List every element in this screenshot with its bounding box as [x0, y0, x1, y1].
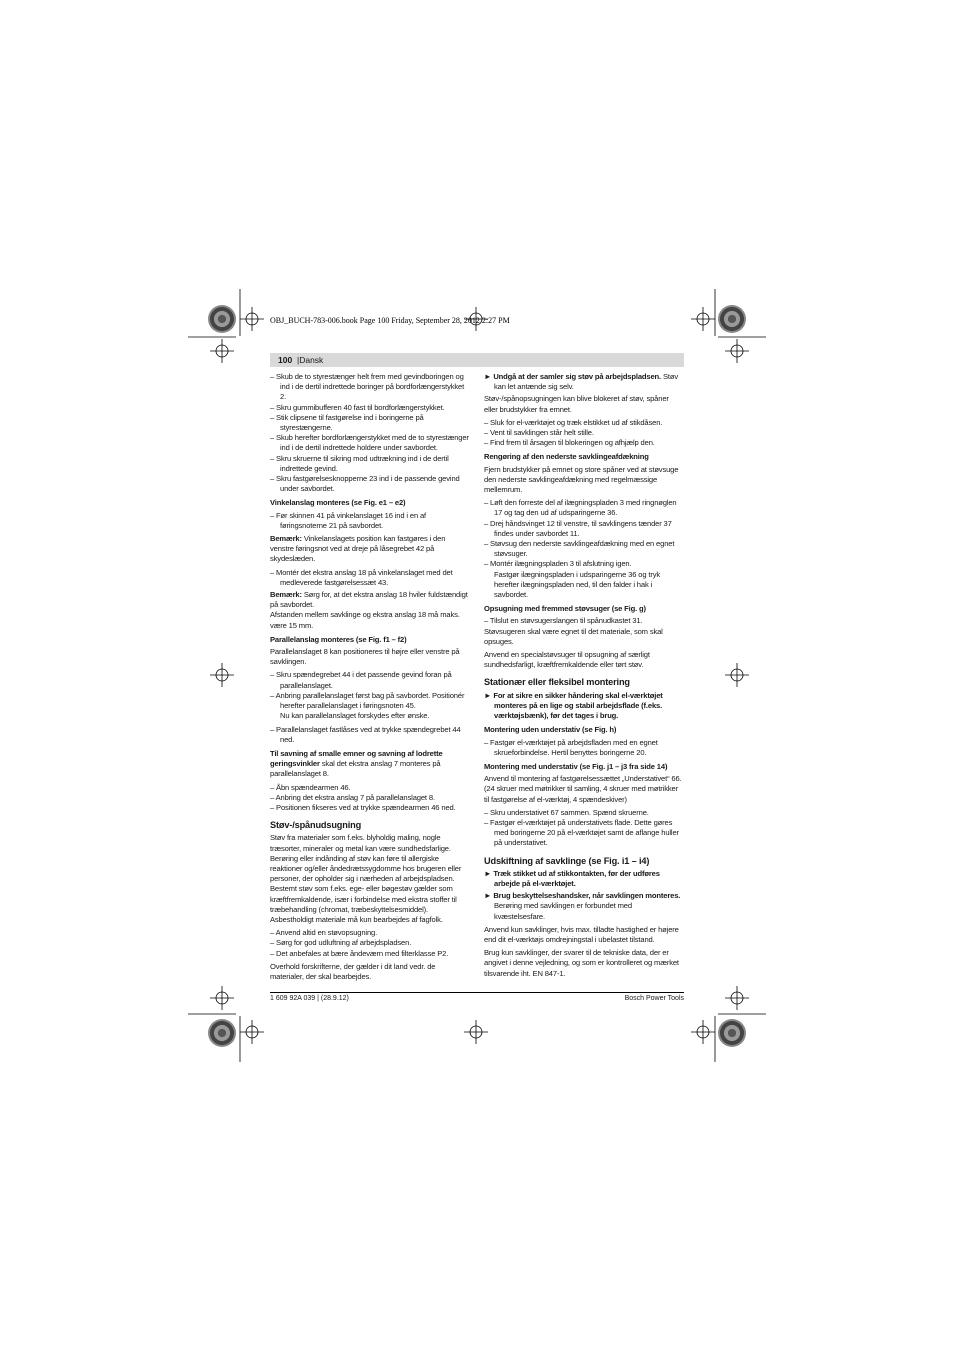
- footer-doc-number: 1 609 92A 039 | (28.9.12): [270, 995, 349, 1002]
- footer-brand: Bosch Power Tools: [624, 995, 684, 1002]
- list-item: – Skru fastgørelsesknopperne 23 ind i de passende gevind under savbordet.: [270, 474, 460, 494]
- list-item: – Skru gummibufferen 40 fast til bordforlængerstykket.: [270, 402, 445, 412]
- list-item: – Sørg for god udluftning af arbejdspladsen.: [270, 938, 412, 948]
- section-heading: Parallelanslag monteres (se Fig. f1 – f2): [270, 634, 407, 644]
- list-item: – Parallelanslaget fastlåses ved at trykke spændegrebet 44 ned.: [270, 724, 461, 744]
- job-line: OBJ_BUCH-783-006.book Page 100 Friday, September 28, 2012 2:27 PM: [270, 316, 510, 325]
- paragraph: Bestemt støv som f.eks. ege- eller bøgestøv gælder som kræftfremkaldende, især i forbindelse med ekstra stoffer til træbehandling (chromat, træbeskyttelsesmiddel). Asbestholdigt materiale må kun bearbejdes af fagfolk.: [270, 884, 457, 924]
- section-heading: Stationær eller fleksibel montering: [484, 677, 630, 688]
- list-item: – Støvsug den nederste savklingeafdækning med en egnet støvsuger.: [484, 539, 675, 559]
- list-item: – Sluk for el-værktøjet og træk elstikket ud af stikdåsen.: [484, 417, 663, 427]
- list-item: – Det anbefales at bære åndeværn med filterklasse P2.: [270, 948, 449, 958]
- list-item: – Skru spændegrebet 44 i det passende gevind foran på parallelanslaget.: [270, 670, 452, 690]
- list-item: – Montér det ekstra anslag 18 på vinkelanslaget med det medleverede fastgørelsessæt 43.: [270, 567, 453, 587]
- paragraph: Parallelanslaget 8 kan positioneres til højre eller venstre på savklingen.: [270, 647, 460, 667]
- page-header: [270, 353, 684, 367]
- paragraph: Anvend en specialstøvsuger til opsugning af særligt sundhedsfarligt, kræftfremkaldende eller tørt støv.: [484, 650, 650, 670]
- warning: ► Træk stikket ud af stikkontakten, før der udføres arbejde på el-værktøjet.: [484, 868, 660, 888]
- paragraph: Afstanden mellem savklinge og ekstra anslag 18 må maks. være 15 mm.: [270, 610, 460, 630]
- section-heading: Støv-/spånudsugning: [270, 820, 362, 831]
- paragraph: Overhold forskrifterne, der gælder i dit land vedr. de materialer, der skal bearbejdes.: [270, 961, 436, 981]
- section-heading: Opsugning med fremmed støvsuger (se Fig. g): [484, 604, 646, 614]
- warning: ► Undgå at der samler sig støv på arbejdspladsen. Støv kan let antænde sig selv.: [484, 372, 678, 392]
- list-item: – Anbring parallelanslaget først bag på savbordet. Positionér herefter parallelanslaget i føringsnoten 45.: [270, 690, 465, 711]
- section-heading: Udskiftning af savklinge (se Fig. i1 – i4): [484, 855, 650, 866]
- paragraph: Brug kun savklinger, der svarer til de tekniske data, der er angivet i denne vejledning, og som er kontrolleret og mærket tilsvarende iht. EN 847-1.: [484, 948, 679, 978]
- paragraph: Anvend kun savklinger, hvis max. tilladte hastighed er højere end dit el-værktøjs omdrejningstal i ubelastet tilstand.: [484, 924, 679, 944]
- language-label: |Dansk: [297, 355, 324, 365]
- list-item: – Vent til savklingen står helt stille.: [484, 428, 594, 438]
- paragraph: Fjern brudstykker på emnet og store spåner ved at støvsuge den nederste savklingeafdækning med regelmæssige mellemrum.: [484, 464, 679, 495]
- list-item: – Tilslut en støvsugerslangen til spånudkastet 31.: [484, 616, 643, 626]
- warning: ► Brug beskyttelseshandsker, når savklingen monteres.: [484, 891, 681, 901]
- list-item: – Skru skruerne til sikring mod udtrækning ind i de dertil indrettede gevind.: [270, 453, 449, 473]
- list-item: – Skub de to styrestænger helt frem med gevindboringen og ind i de dertil indrettede boringer på bordforlængerstykket 2.: [270, 372, 465, 402]
- right-column: [484, 372, 684, 982]
- section-heading: Vinkelanslag monteres (se Fig. e1 – e2): [270, 498, 406, 508]
- language: Dansk: [299, 355, 324, 365]
- list-item-continuation: Nu kan parallelanslaget forskydes efter ønske.: [280, 711, 430, 721]
- note: Bemærk: Vinkelanslagets position kan fastgøres i den venstre føringsnot ved at dreje på låsegrebet 42 på skydeslæden.: [270, 534, 446, 564]
- warning-continuation: Berøring med savklingen er forbundet med kvæstelsesfare.: [494, 901, 632, 921]
- list-item: – Fastgør el-værktøjet på arbejdsfladen med en egnet skrueforbindelse. Hertil benyttes boringerne 20.: [484, 737, 658, 757]
- note: Bemærk: Sørg for, at det ekstra anslag 18 hviler fuldstændigt på savbordet.: [270, 590, 468, 610]
- list-item: – Skru understativet 67 sammen. Spænd skruerne.: [484, 807, 649, 817]
- section-heading: Montering med understativ (se Fig. j1 – j3 fra side 14): [484, 761, 668, 771]
- paragraph: Anvend til montering af fastgørelsessættet „Understativet“ 66. (24 skruer med møtrikker til samling, 4 skruer med møtrikker til fastgørelse af el-værktøj, 4 spændeskiver): [484, 774, 682, 804]
- paragraph: Til savning af smalle emner og savning af lodrette geringsvinkler skal det ekstra anslag 7 monteres på parallelanslaget 8.: [270, 748, 443, 779]
- paragraph: Støv fra materialer som f.eks. blyholdig maling, nogle træsorter, mineraler og metal kan være sundhedsfarlige. Berøring eller indånding af støv kan føre til allergiske reaktioner og/eller åndedrætssygdomme hos brugeren eller personer, der opholder sig i nærheden af arbejdspladsen.: [270, 833, 462, 884]
- list-item: – Løft den forreste del af ilægningspladen 3 med ringnøglen 17 og tag den ud af udsparingerne 36.: [484, 498, 677, 518]
- list-item: – Montér ilægningspladen 3 til afslutning igen.: [484, 559, 632, 569]
- list-item: – Drej håndsvinget 12 til venstre, til savklingens tænder 37 findes under savbordet 11.: [484, 518, 672, 538]
- paragraph: Støvsugeren skal være egnet til det materiale, som skal opsuges.: [484, 626, 663, 646]
- section-heading: Rengøring af den nederste savklingeafdækning: [484, 452, 649, 462]
- list-item: – Skub herefter bordforlængerstykket med de to styrestænger ind i de dertil indrettede holdere under savbordet.: [270, 433, 469, 453]
- list-item: – Fastgør el-værktøjet på understativets flade. Dette gøres med boringerne 20 på el-værktøjet samt de aflange huller på understativet.: [484, 817, 679, 848]
- warning: ► For at sikre en sikker håndering skal el-værktøjet monteres på en lige og stabil arbejdsflade (f.eks. værktøjsbænk), før det tages i brug.: [484, 690, 663, 721]
- list-item: – Anbring det ekstra anslag 7 på parallelanslaget 8.: [270, 792, 435, 802]
- list-item: – Find frem til årsagen til blokeringen og afhjælp den.: [484, 438, 655, 448]
- list-item: – Positionen fikseres ved at trykke spændearmen 46 ned.: [270, 802, 456, 812]
- list-item: – Anvend altid en støvopsugning.: [270, 928, 378, 938]
- list-item: – Stik clipsene til fastgørelse ind i boringerne på styrestængerne.: [270, 412, 424, 433]
- left-column: [270, 372, 470, 985]
- paragraph: Støv-/spånopsugningen kan blive blokeret af støv, spåner eller brudstykker fra emnet.: [484, 394, 669, 414]
- page-number: 100: [278, 355, 293, 365]
- list-item-continuation: Fastgør ilægningspladen i udsparingerne 36 og tryk herefter ilægningspladen ned, til den falder i hak i savbordet.: [494, 569, 660, 600]
- footer-rule: [270, 992, 684, 993]
- section-heading: Montering uden understativ (se Fig. h): [484, 725, 617, 735]
- list-item: – Åbn spændearmen 46.: [270, 782, 351, 792]
- list-item: – Før skinnen 41 på vinkelanslaget 16 ind i en af føringsnoterne 21 på savbordet.: [270, 510, 427, 530]
